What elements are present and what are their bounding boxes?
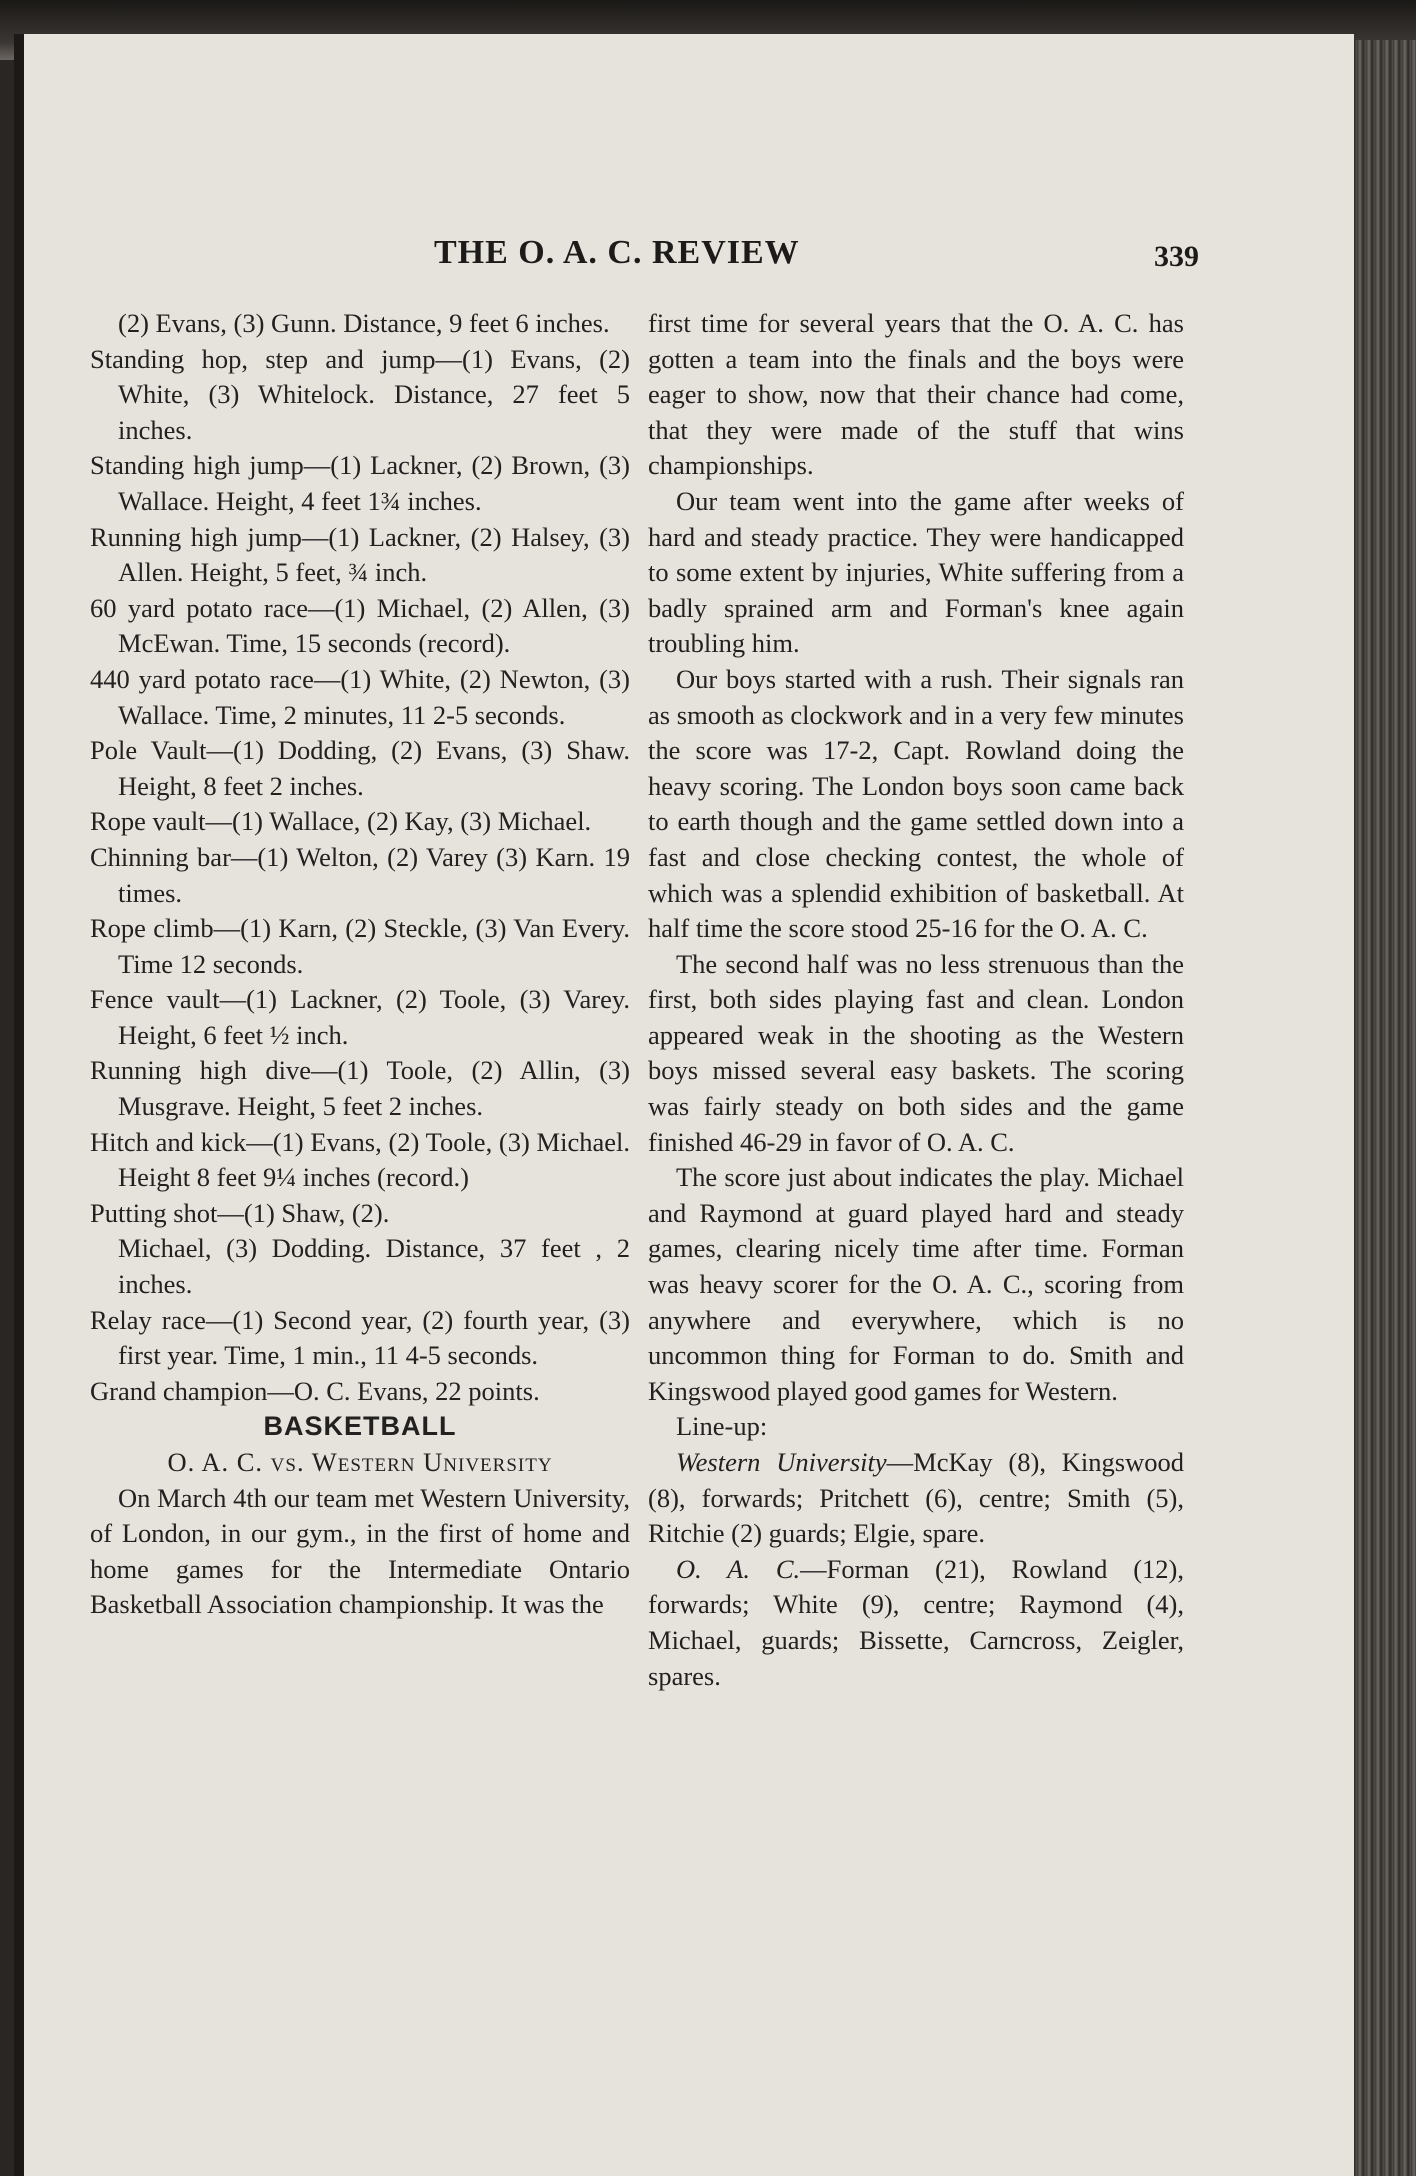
article-paragraph: Our team went into the game after weeks of hard and steady practice. They were handicapped to some extent by injuries, White suffering from a badly sprained arm and Forman's knee again troubling him. xyxy=(648,485,1184,659)
lineup-western xyxy=(648,1445,1184,1552)
lineup-players: —Forman (21), Rowland (12), forwards; White (9), centre; Raymond (4), Michael, guards; Bissette, Carncross, Zeigler, spares. xyxy=(648,1553,1184,1691)
page-header xyxy=(24,234,1354,284)
right-column xyxy=(648,306,1184,1694)
article-subheading: O. A. C. vs. Western University xyxy=(167,1447,553,1477)
result-entry: Standing high jump—(1) Lackner, (2) Brown, (3) Wallace. Height, 4 feet 1¾ inches. xyxy=(90,450,630,516)
team-name: O. A. C. xyxy=(676,1553,801,1584)
result-entry: Putting shot—(1) Shaw, (2). xyxy=(90,1197,390,1228)
lineup-players: —McKay (8), Kingswood (8), forwards; Pritchett (6), centre; Smith (5), Ritchie (2) guards; Elgie, spare. xyxy=(648,1447,1184,1549)
result-continuation: (2) Evans, (3) Gunn. Distance, 9 feet 6 inches. xyxy=(118,308,610,338)
result-entry: Pole Vault—(1) Dodding, (2) Evans, (3) Shaw. Height, 8 feet 2 inches. xyxy=(90,735,630,801)
article-paragraph: On March 4th our team met Western University, of London, in our gym., in the first of home and home games for the Intermediate Ontario Basketball Association championship. It was the xyxy=(90,1482,630,1620)
result-entry: 440 yard potato race—(1) White, (2) Newton, (3) Wallace. Time, 2 minutes, 11 2-5 seconds. xyxy=(90,663,630,730)
result-entry: Running high jump—(1) Lackner, (2) Halsey, (3) Allen. Height, 5 feet, ¾ inch. xyxy=(90,521,630,588)
article-paragraph: Our boys started with a rush. Their signals ran as smooth as clockwork and in a very few minutes the score was 17-2, Capt. Rowland doing the heavy scoring. The London boys soon came back to earth though and the game settled down into a fast and close checking contest, the whole of which was a splendid exhibition of basketball. At half time the score stood 25-16 for the O. A. C. xyxy=(648,663,1184,944)
result-continuation: Michael, (3) Dodding. Distance, 37 feet , 2 inches. xyxy=(118,1233,630,1300)
result-entry: Relay race—(1) Second year, (2) fourth year, (3) first year. Time, 1 min., 11 4-5 seconds. xyxy=(90,1304,630,1371)
result-entry: 60 yard potato race—(1) Michael, (2) Allen, (3) McEwan. Time, 15 seconds (record). xyxy=(90,592,630,659)
page-number: 339 xyxy=(1154,240,1199,273)
result-entry: Fence vault—(1) Lackner, (2) Toole, (3) Varey. Height, 6 feet ½ inch. xyxy=(90,984,630,1050)
result-entry: Rope climb—(1) Karn, (2) Steckle, (3) Van Every. Time 12 seconds. xyxy=(90,913,630,979)
result-entry: Chinning bar—(1) Welton, (2) Varey (3) Karn. 19 times. xyxy=(90,841,630,908)
result-entry: Grand champion—O. C. Evans, 22 points. xyxy=(90,1375,540,1406)
running-title: THE O. A. C. REVIEW xyxy=(434,234,800,271)
lineup-oac xyxy=(648,1552,1184,1694)
result-entry: Rope vault—(1) Wallace, (2) Kay, (3) Michael. xyxy=(90,806,592,837)
article-paragraph: The score just about indicates the play. Michael and Raymond at guard played hard and steady games, clearing nicely time after time. Forman was heavy scorer for the O. A. C., scoring from anywhere and everywhere, which is no uncommon thing for Forman to do. Smith and Kingswood played good games for Western. xyxy=(648,1162,1184,1406)
article-paragraph: first time for several years that the O. A. C. has gotten a team into the finals and the boys were eager to show, now that their chance had come, that they were made of the stuff that wins championships. xyxy=(648,308,1184,481)
left-column xyxy=(90,306,630,1623)
team-name: Western University xyxy=(676,1447,887,1477)
section-heading: BASKETBALL xyxy=(263,1411,457,1442)
result-entry: Standing hop, step and jump—(1) Evans, (2) White, (3) Whitelock. Distance, 27 feet 5 inches. xyxy=(90,343,630,445)
lineup-label: Line-up: xyxy=(676,1411,768,1442)
result-entry: Hitch and kick—(1) Evans, (2) Toole, (3) Michael. Height 8 feet 9¼ inches (record.) xyxy=(90,1126,630,1193)
book-page xyxy=(14,34,1354,2176)
result-entry: Running high dive—(1) Toole, (2) Allin, (3) Musgrave. Height, 5 feet 2 inches. xyxy=(90,1055,630,1122)
article-paragraph: The second half was no less strenuous than the first, both sides playing fast and clean. London appeared weak in the shooting as the Western boys missed several easy baskets. The scoring was fairly steady on both sides and the game finished 46-29 in favor of O. A. C. xyxy=(648,948,1184,1157)
